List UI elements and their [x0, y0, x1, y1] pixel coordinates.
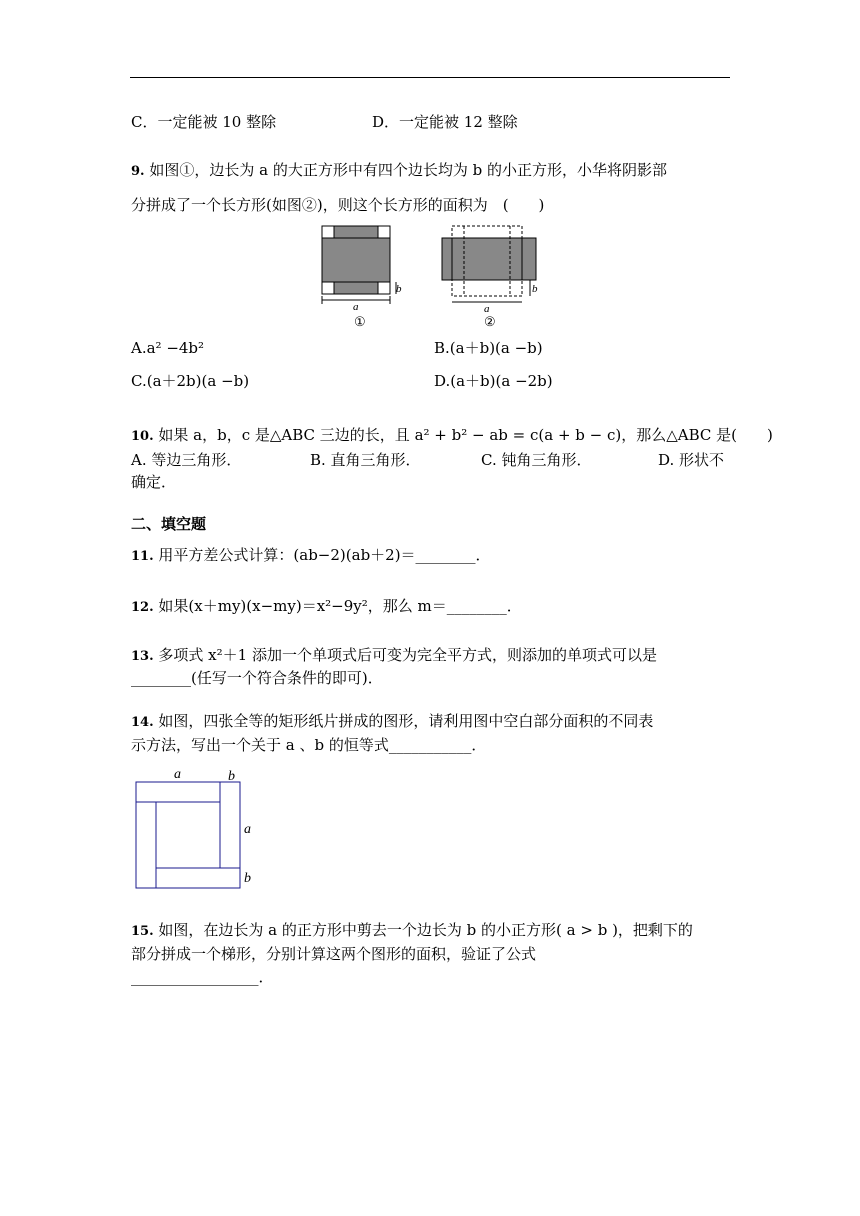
q13-text2: ________(任写一个符合条件的即可)．: [131, 669, 383, 687]
fig2-caption: ②: [484, 314, 496, 329]
q14-text1: 如图，四张全等的矩形纸片拼成的图形，请利用图中空白部分面积的不同表: [158, 712, 654, 730]
q12: [131, 596, 522, 618]
q14-figure: [130, 764, 260, 894]
q10-line1: [131, 425, 773, 447]
q12-text: 如果(x＋my)(x−my)＝x²−9y²，那么 m＝________．: [158, 597, 522, 615]
q10-option-b: B. 直角三角形．: [310, 451, 421, 469]
q9-figure-1: [318, 224, 408, 332]
q14-label-a-top: a: [174, 767, 181, 782]
q15-text1: 如图，在边长为 a 的正方形中剪去一个边长为 b 的小正方形( a > b )，把剩下的: [158, 921, 693, 939]
q11: [131, 545, 491, 567]
q14-label-b-top: b: [228, 769, 235, 784]
q15-line1: [131, 920, 693, 942]
q10-option-d-cont: 确定．: [131, 473, 177, 491]
q10-number: 10.: [131, 429, 154, 444]
q8-option-c: C．一定能被 10 整除: [131, 113, 277, 131]
q14-text2: 示方法，写出一个关于 a 、b 的恒等式___________．: [131, 736, 487, 754]
q9-text1: 如图①，边长为 a 的大正方形中有四个边长均为 b 的小正方形，小华将阴影部: [149, 161, 667, 179]
fig2-b-label: b: [532, 283, 538, 295]
q13-text1: 多项式 x²＋1 添加一个单项式后可变为完全平方式，则添加的单项式可以是: [158, 646, 657, 664]
q15-number: 15.: [131, 924, 154, 939]
q8-option-d: D．一定能被 12 整除: [372, 113, 518, 131]
q11-number: 11.: [131, 549, 154, 564]
fig1-b-label: b: [396, 283, 402, 295]
q14-line1: [131, 711, 653, 733]
fig2-a-label: a: [484, 303, 490, 315]
q9-text2: 分拼成了一个长方形(如图②)，则这个长方形的面积为 ( ): [131, 196, 545, 214]
q10-option-a: A. 等边三角形．: [131, 451, 242, 469]
q9-line1: [131, 160, 667, 182]
q12-number: 12.: [131, 600, 154, 615]
fig1-a-label: a: [353, 301, 359, 313]
q11-text: 用平方差公式计算：(ab−2)(ab＋2)＝________．: [158, 546, 491, 564]
q10-option-d: D. 形状不: [658, 451, 725, 469]
q15-text2: 部分拼成一个梯形，分别计算这两个图形的面积，验证了公式: [131, 945, 537, 963]
q9-number: 9.: [131, 164, 145, 179]
q13-line1: [131, 645, 657, 667]
q14-label-b-right: b: [244, 871, 251, 886]
q9-option-c: C.(a＋2b)(a −b): [131, 372, 250, 390]
q14-number: 14.: [131, 715, 154, 730]
q10-text1: 如果 a，b，c 是△ABC 三边的长，且 a² + b² − ab = c(a + b − c)，那么△ABC 是( ): [158, 426, 773, 444]
q9-option-a: A.a² −4b²: [131, 339, 205, 357]
q10-option-c: C. 钝角三角形．: [481, 451, 592, 469]
header-rule: [130, 77, 730, 78]
fig1-caption: ①: [354, 314, 366, 329]
q9-option-b: B.(a＋b)(a −b): [434, 339, 543, 357]
q9-figure-2: [438, 224, 548, 332]
q9-option-d: D.(a＋b)(a −2b): [434, 372, 553, 390]
q14-label-a-right: a: [244, 822, 251, 837]
section-title: 二、填空题: [131, 515, 207, 533]
q15-text3: _________________．: [131, 968, 274, 986]
q13-number: 13.: [131, 649, 154, 664]
